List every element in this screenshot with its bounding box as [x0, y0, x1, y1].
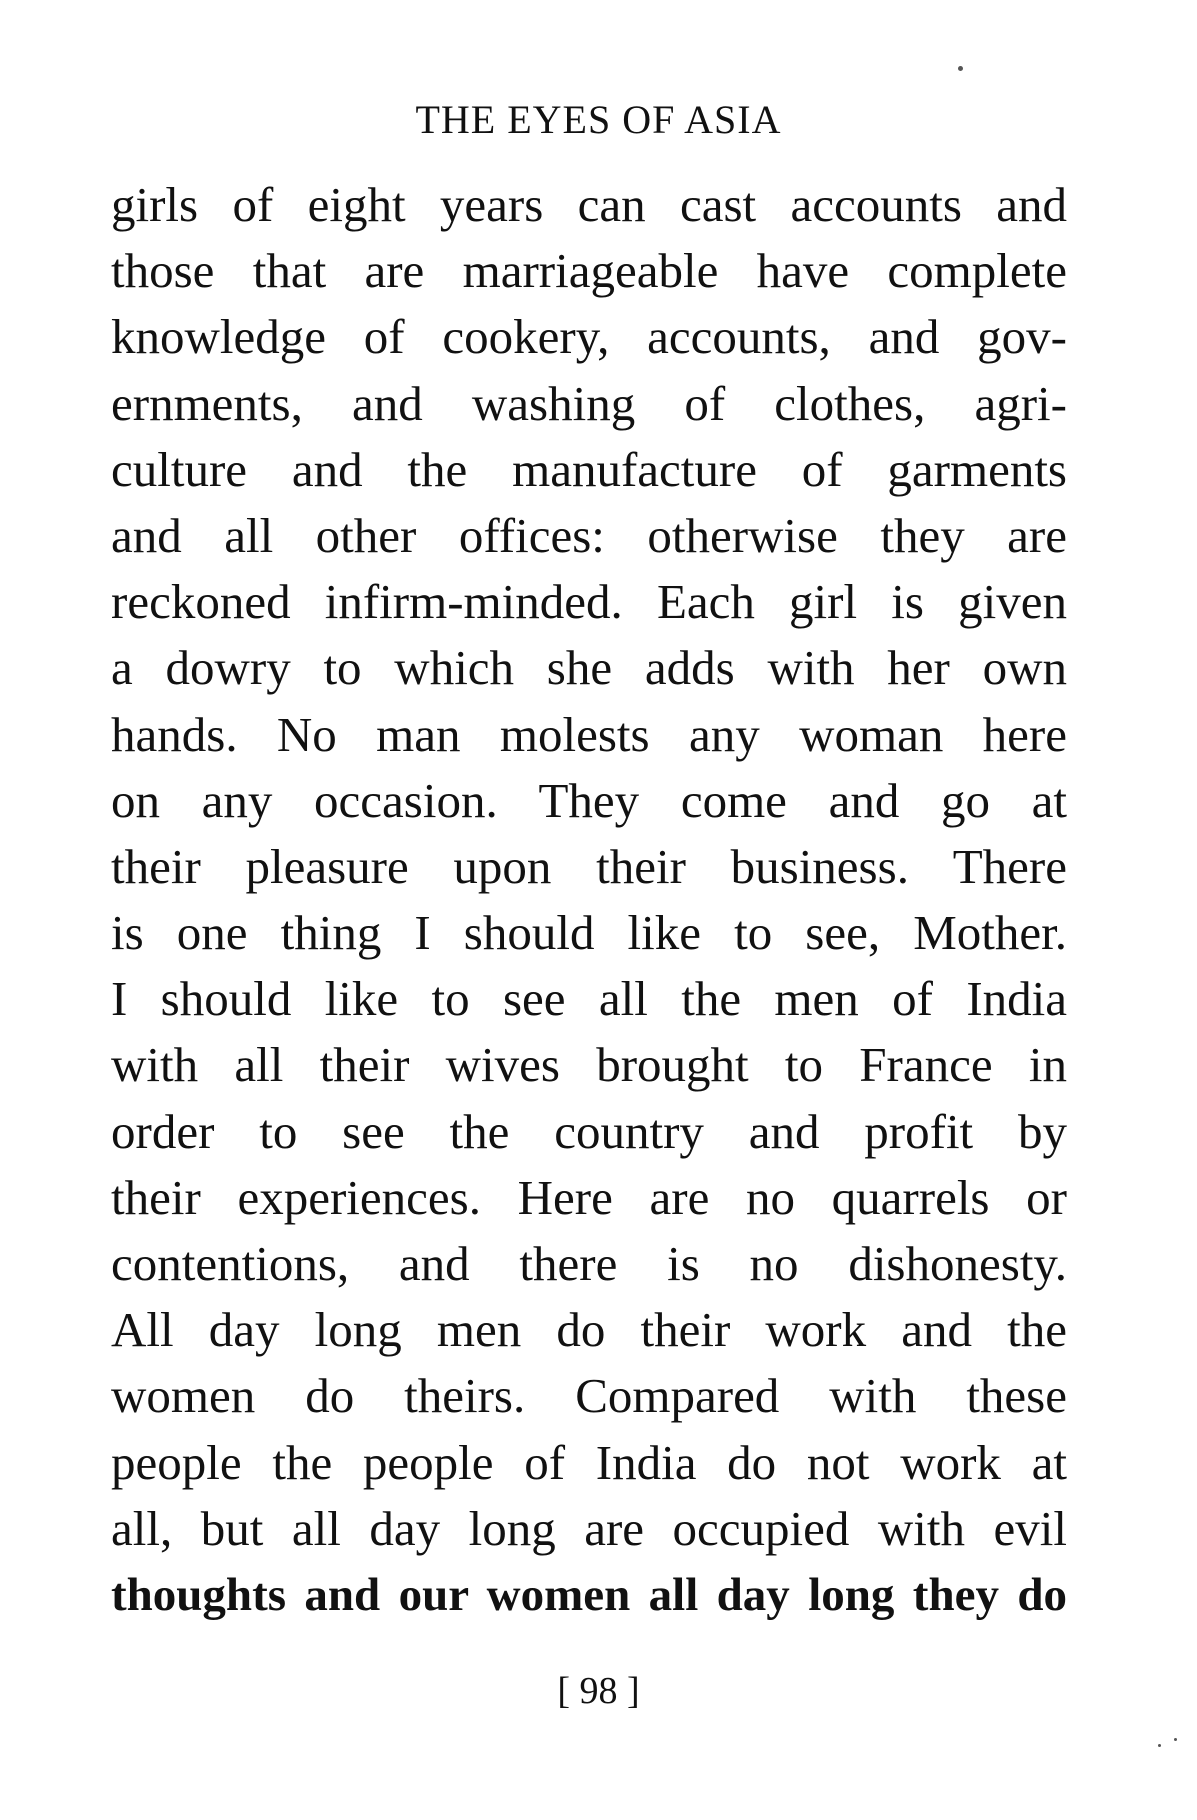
page-number: [ 98 ]: [557, 1670, 640, 1712]
text-line: with all their wives brought to France in: [111, 1037, 1067, 1093]
text-line: and all other offices: otherwise they are: [111, 507, 1067, 563]
scan-speck: [958, 66, 963, 71]
scan-speck: [1158, 1744, 1161, 1747]
text-line: girls of eight years can cast accounts and: [111, 177, 1067, 232]
body-text: [111, 172, 1067, 1628]
text-line: order to see the country and profit by: [111, 1103, 1067, 1159]
text-line: ernments, and washing of clothes, agri-: [111, 375, 1067, 431]
text-line: women do theirs. Compared with these: [111, 1368, 1067, 1424]
scan-speck: [1174, 1738, 1177, 1741]
text-line: those that are marriageable have complete: [111, 243, 1067, 299]
text-line: reckoned infirm-minded. Each girl is given: [111, 574, 1067, 630]
text-line: people the people of India do not work at: [111, 1434, 1067, 1490]
text-line: all, but all day long are occupied with evil: [111, 1500, 1067, 1556]
text-line: culture and the manufacture of garments: [111, 441, 1067, 497]
text-line: I should like to see all the men of India: [111, 971, 1067, 1027]
text-line: on any occasion. They come and go at: [111, 772, 1067, 828]
text-line: hands. No man molests any woman here: [111, 706, 1067, 762]
text-line: their experiences. Here are no quarrels or: [111, 1169, 1067, 1225]
text-line: a dowry to which she adds with her own: [111, 640, 1067, 696]
text-line: their pleasure upon their business. There: [111, 838, 1067, 894]
text-line: knowledge of cookery, accounts, and gov-: [111, 309, 1067, 365]
text-line: is one thing I should like to see, Mother.: [111, 905, 1067, 961]
running-title: THE EYES OF ASIA: [415, 97, 782, 142]
text-line: contentions, and there is no dishonesty.: [111, 1236, 1067, 1291]
text-line: thoughts and our women all day long they do: [111, 1568, 1067, 1621]
text-line: All day long men do their work and the: [111, 1302, 1067, 1358]
